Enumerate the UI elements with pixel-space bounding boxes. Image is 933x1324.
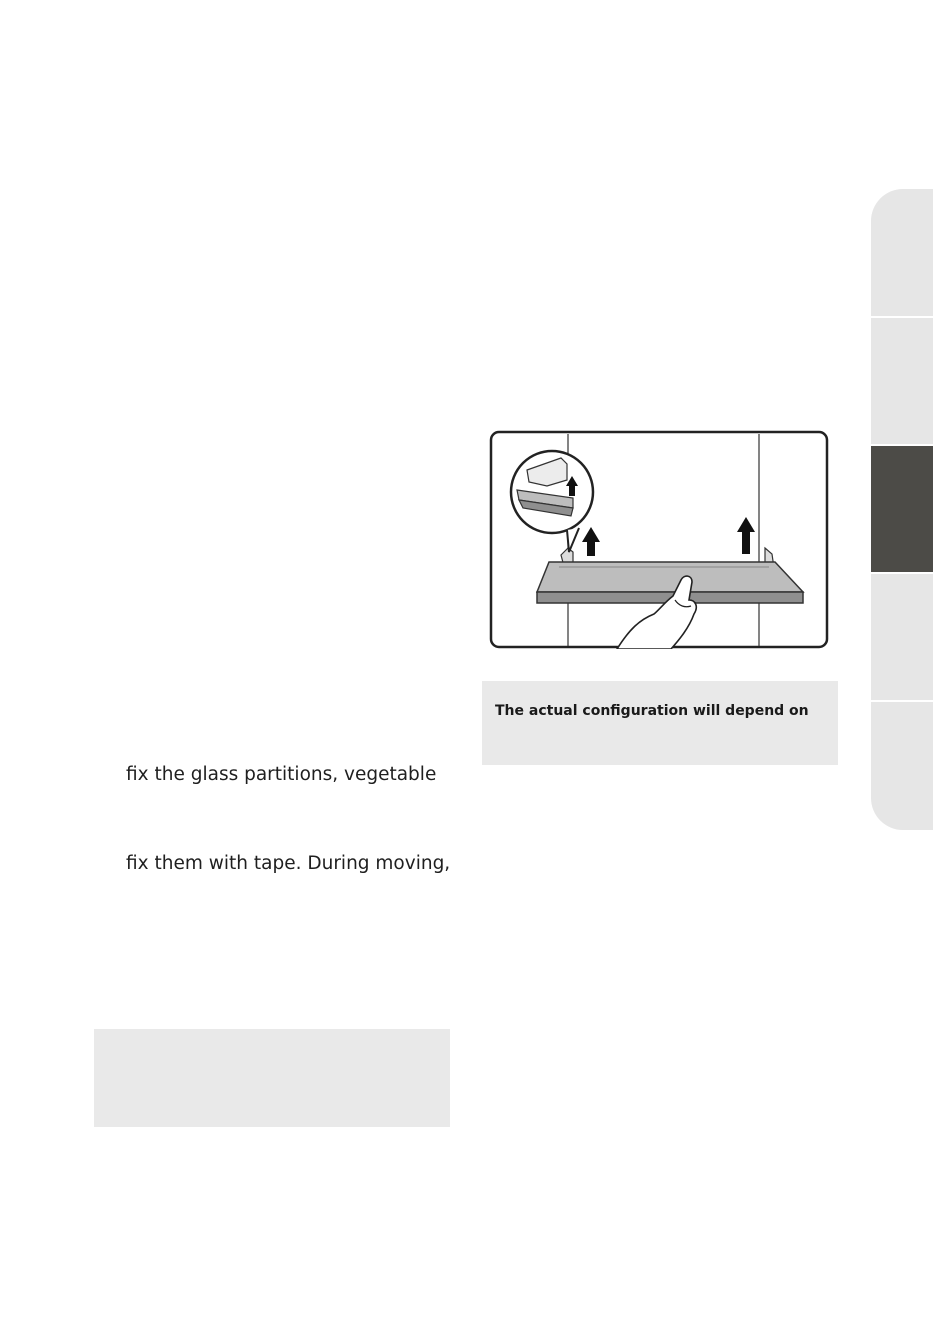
note-box-right	[482, 681, 838, 765]
section-tab-5[interactable]	[871, 702, 933, 830]
note-box-left	[94, 1029, 450, 1127]
section-tab-4[interactable]	[871, 574, 933, 700]
shelf-removal-illustration	[489, 430, 829, 649]
section-tabs	[871, 189, 933, 830]
section-tab-1[interactable]	[871, 189, 933, 316]
section-tab-3-active[interactable]	[871, 446, 933, 572]
note-text: The actual configuration will depend on	[495, 703, 809, 719]
body-text-tape: fix them with tape. During moving,	[126, 853, 451, 874]
body-text-glass-partitions: fix the glass partitions, vegetable	[126, 764, 437, 785]
section-tab-2[interactable]	[871, 318, 933, 444]
